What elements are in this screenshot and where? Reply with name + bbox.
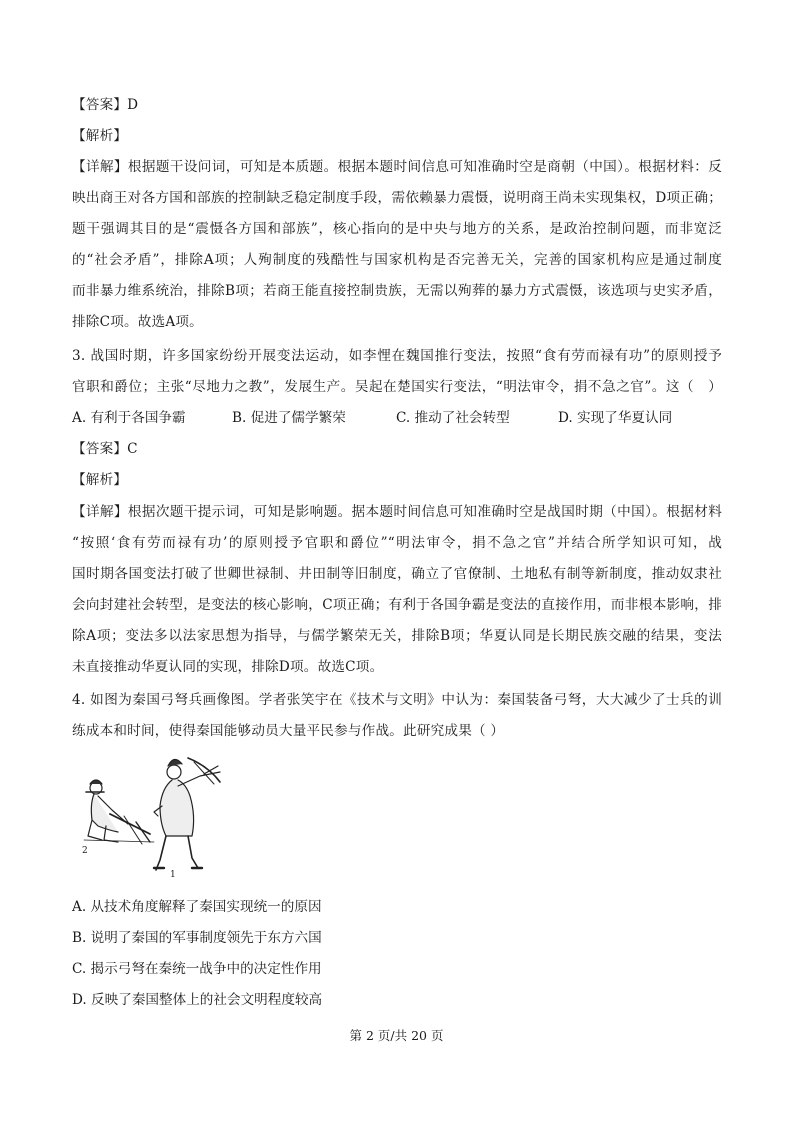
q2-detail-line-3: 题干强调其目的是“震慑各方国和部族”，核心指向的是中央与地方的关系，是政治控制问题，而非宽泛: [72, 221, 722, 237]
q3-analysis-label: 【解析】: [72, 472, 128, 488]
q3-detail-line-5: 除A项；变法多以法家思想为指导，与儒学繁荣无关，排除B项；华夏认同是长期民族交融的结果，变法: [72, 628, 722, 644]
q3-detail-line-1: 【详解】根据次题干提示词，可知是影响题。据本题时间信息可知准确时空是战国时期（中国）。根据材料: [72, 504, 722, 520]
q2-detail-line-4: 的“社会矛盾”，排除A项；人殉制度的残酷性与国家机构是否完善无关，完善的国家机构应是通过制度: [72, 252, 722, 268]
crossbowmen-drawing: [76, 752, 236, 877]
q3-stem-line-2: 官职和爵位；主张“尽地力之教”，发展生产。吴起在楚国实行变法，“明法审令，捐不急之官”。这（ ）: [72, 379, 722, 395]
crossbowmen-figure: [76, 752, 236, 877]
q4-stem-line-1: 4. 如图为秦国弓弩兵画像图。学者张笑宇在《技术与文明》中认为：秦国装备弓弩，大大减少了士兵的训: [72, 692, 722, 708]
figure-label-1: 1: [170, 870, 176, 877]
q2-detail-line-1: 【详解】根据题干设问词，可知是本质题。根据本题时间信息可知准确时空是商朝（中国）。根据材料：反: [72, 159, 722, 175]
q2-detail-line-2: 映出商王对各方国和部族的控制缺乏稳定制度手段，需依赖暴力震慑，说明商王尚未实现集权，D项正确；: [72, 190, 722, 206]
q3-detail-line-3: 国时期各国变法打破了世卿世禄制、井田制等旧制度，确立了官僚制、土地私有制等新制度，推动奴隶社: [72, 566, 722, 582]
q4-option-c: C. 揭示弓弩在秦统一战争中的决定性作用: [72, 961, 322, 977]
q2-analysis-label: 【解析】: [72, 128, 128, 144]
q3-detail-line-6: 未直接推动华夏认同的实现，排除D项。故选C项。: [72, 659, 384, 675]
q2-detail-line-5: 而非暴力维系统治，排除B项；若商王能直接控制贵族，无需以殉葬的暴力方式震慑，该选项与史实矛盾，: [72, 283, 722, 299]
figure-label-2: 2: [82, 846, 88, 856]
q2-detail-line-6: 排除C项。故选A项。: [72, 314, 203, 330]
q3-detail-line-4: 会向封建社会转型，是变法的核心影响，C项正确；有利于各国争霸是变法的直接作用，而非根本影响，排: [72, 597, 722, 613]
q3-detail-line-2: “按照‘食有劳而禄有功’的原则授予官职和爵位”“明法审令，捐不急之官”并结合所学知识可知，战: [72, 535, 722, 551]
page-footer: 第 2 页/共 20 页: [349, 1028, 444, 1043]
q4-stem-line-2: 练成本和时间，使得秦国能够动员大量平民参与作战。此研究成果（ ）: [72, 723, 505, 739]
q3-option-c: C. 推动了社会转型: [396, 410, 510, 426]
q3-answer: 【答案】C: [72, 441, 138, 457]
q3-option-a: A. 有利于各国争霸: [72, 410, 186, 426]
q4-option-d: D. 反映了秦国整体上的社会文明程度较高: [72, 992, 323, 1008]
q4-option-b: B. 说明了秦国的军事制度领先于东方六国: [72, 930, 322, 946]
q3-stem-line-1: 3. 战国时期，许多国家纷纷开展变法运动，如李悝在魏国推行变法，按照“食有劳而禄有功”的原则授予: [72, 348, 722, 364]
q4-option-a: A. 从技术角度解释了秦国实现统一的原因: [72, 899, 322, 915]
q3-option-b: B. 促进了儒学繁荣: [232, 410, 346, 426]
q3-option-d: D. 实现了华夏认同: [558, 410, 673, 426]
q2-answer: 【答案】D: [72, 97, 139, 113]
